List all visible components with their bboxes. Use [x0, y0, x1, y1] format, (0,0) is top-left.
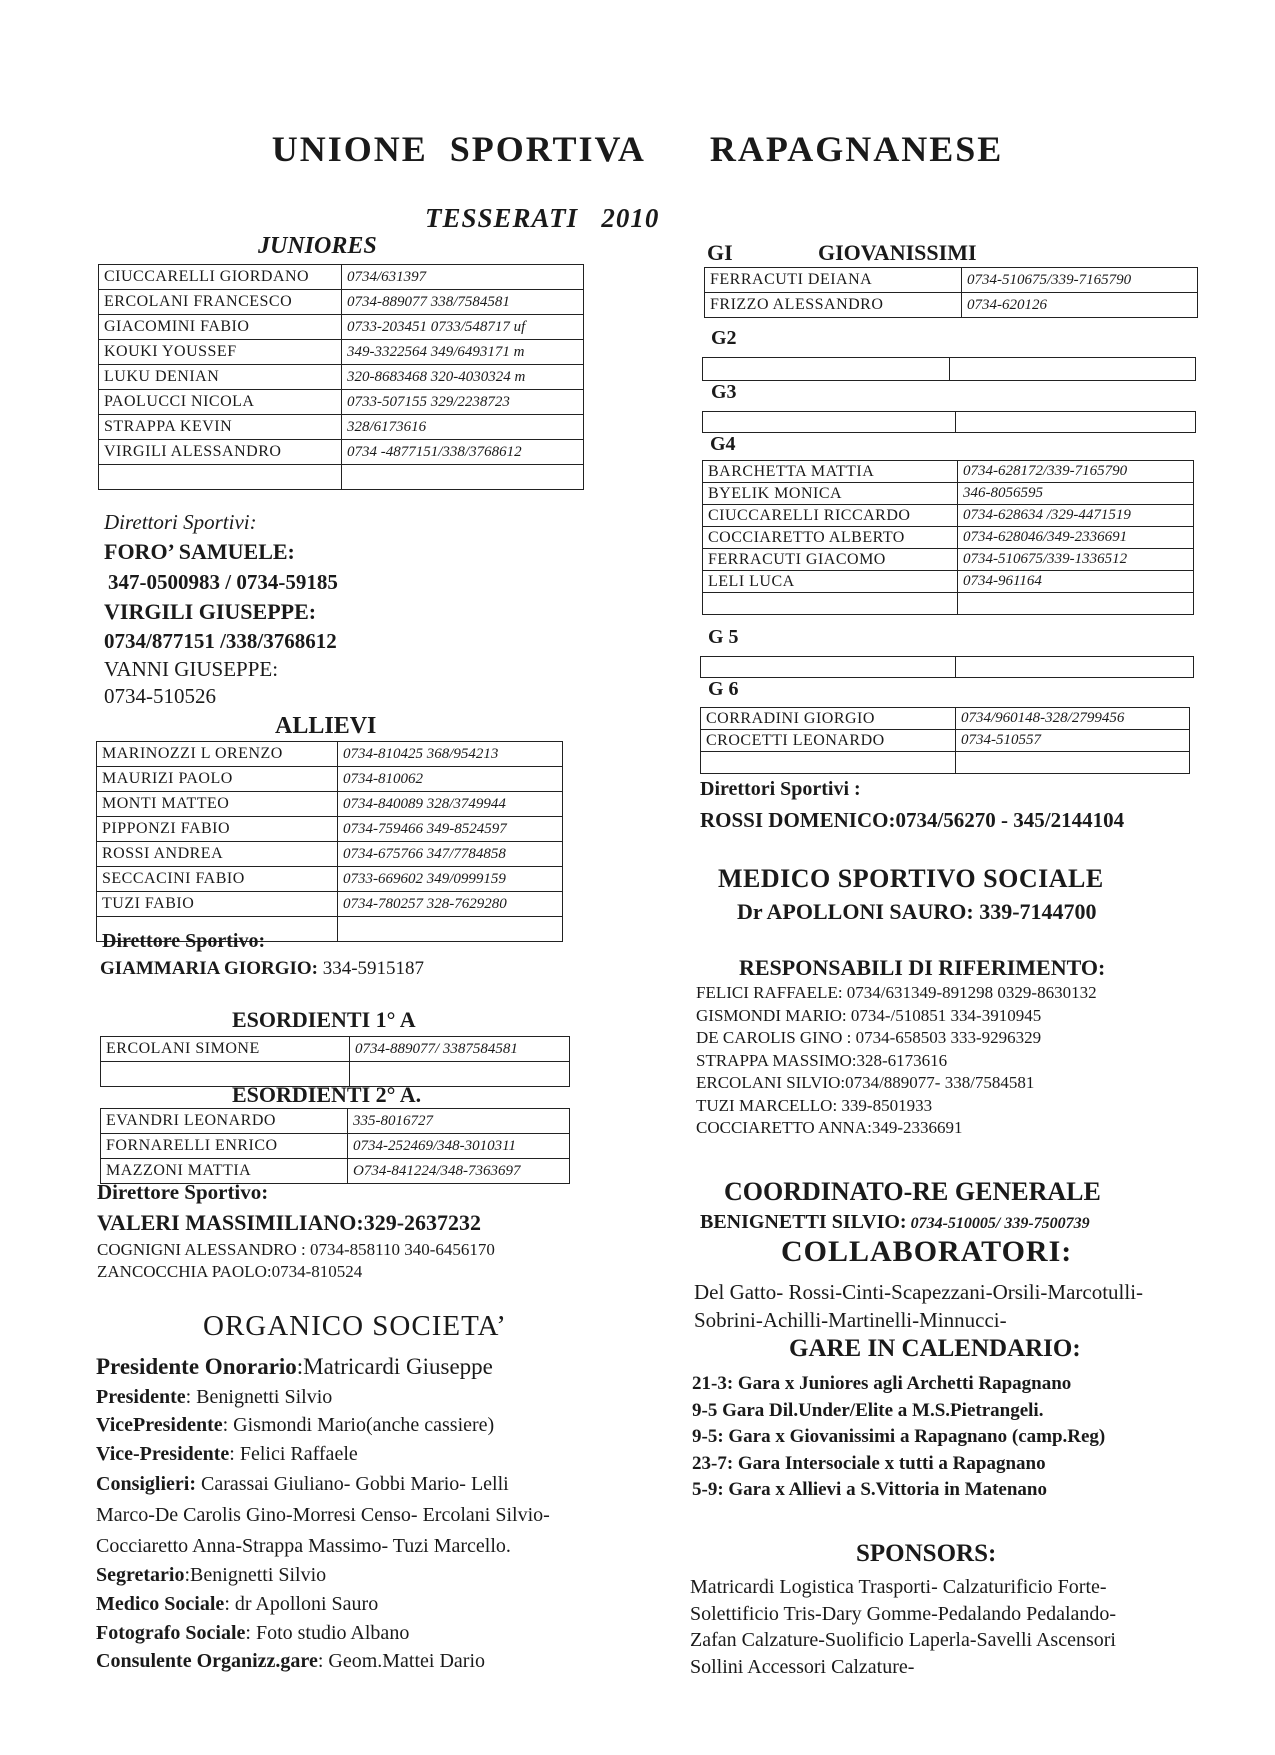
responsabile-line: COCCIARETTO ANNA:349-2336691: [696, 1118, 963, 1137]
g5-label: G 5: [708, 626, 739, 648]
athlete-name: MAURIZI PAOLO: [97, 767, 338, 792]
gara-line: 23-7: Gara Intersociale x tutti a Rapagnano: [692, 1452, 1046, 1474]
esordienti-director-other: COGNIGNI ALESSANDRO : 0734-858110 340-6456170: [97, 1240, 495, 1259]
table-row: [99, 440, 584, 465]
collaboratori-heading: COLLABORATORI:: [781, 1235, 1073, 1268]
table-row: [703, 505, 1194, 527]
g3-table: [702, 411, 1196, 433]
sponsor-line: Sollini Accessori Calzature-: [690, 1655, 915, 1678]
page-title: UNIONE SPORTIVA RAPAGNANESE: [271, 129, 1004, 169]
athlete-phone: 0734-628634 /329-4471519: [958, 505, 1194, 527]
gara-line: 9-5 Gara Dil.Under/Elite a M.S.Pietrangeli.: [692, 1399, 1044, 1421]
role-value: :Benignetti Silvio: [184, 1564, 327, 1586]
athlete-phone: 335-8016727: [348, 1109, 570, 1134]
athlete-phone: 0734-628172/339-7165790: [958, 461, 1194, 483]
collaboratori-line: Sobrini-Achilli-Martinelli-Minnucci-: [694, 1308, 1007, 1332]
athlete-name: MARINOZZI L ORENZO: [97, 742, 338, 767]
athlete-phone: 0734-889077/ 3387584581: [350, 1037, 570, 1062]
athlete-name: GIACOMINI FABIO: [99, 315, 342, 340]
athlete-name: MAZZONI MATTIA: [101, 1159, 348, 1184]
athlete-phone: 0734-510675/339-7165790: [962, 268, 1198, 293]
athlete-name: BARCHETTA MATTIA: [703, 461, 958, 483]
athlete-phone: 0734-628046/349-2336691: [958, 527, 1194, 549]
athlete-name: PIPPONZI FABIO: [97, 817, 338, 842]
organico-line: [96, 1473, 509, 1496]
athlete-phone: 0734-840089 328/3749944: [338, 792, 563, 817]
g2-table: [702, 357, 1196, 381]
director-phone: 0734/877151 /338/3768612: [104, 629, 337, 653]
role-value: : Felici Raffaele: [229, 1443, 358, 1465]
role-value: Carassai Giuliano- Gobbi Mario- Lelli: [196, 1473, 509, 1495]
athlete-phone: [956, 752, 1190, 774]
athlete-name: FORNARELLI ENRICO: [101, 1134, 348, 1159]
table-row: [97, 817, 563, 842]
organico-line: [96, 1414, 494, 1437]
athlete-name: BYELIK MONICA: [703, 483, 958, 505]
organico-line: [96, 1504, 550, 1527]
gara-line: 9-5: Gara x Giovanissimi a Rapagnano (camp.Reg): [692, 1426, 1106, 1447]
role-value: : Geom.Mattei Dario: [317, 1650, 486, 1672]
director-phone: 0734-510526: [104, 684, 216, 708]
table-row: [99, 265, 584, 290]
organico-line: [96, 1386, 332, 1409]
table-row: [703, 483, 1194, 505]
table-row: [703, 571, 1194, 593]
collaboratori-line: Del Gatto- Rossi-Cinti-Scapezzani-Orsili-Marcotulli-: [694, 1280, 1144, 1304]
role-label: VicePresidente: [96, 1414, 223, 1436]
table-row: [99, 415, 584, 440]
director-name: FORO’ SAMUELE:: [104, 539, 295, 564]
coordinatore-name: BENIGNETTI SILVIO:: [700, 1211, 907, 1233]
athlete-name: CORRADINI GIORGIO: [701, 708, 956, 730]
athlete-name: ERCOLANI FRANCESCO: [99, 290, 342, 315]
athlete-name: TUZI FABIO: [97, 892, 338, 917]
director-phone: 347-0500983 / 0734-59185: [108, 570, 338, 594]
giovanissimi-director: ROSSI DOMENICO:0734/56270 - 345/2144104: [700, 808, 1125, 832]
role-label: Presidente Onorario: [96, 1354, 297, 1379]
table-row: [99, 340, 584, 365]
juniores-directors-label: Direttori Sportivi:: [104, 510, 257, 534]
athlete-name: LUKU DENIAN: [99, 365, 342, 390]
table-row: [703, 461, 1194, 483]
table-row: [99, 315, 584, 340]
juniores-table: [98, 264, 584, 490]
athlete-phone: 0733-669602 349/0999159: [338, 867, 563, 892]
director-name: VANNI GIUSEPPE:: [104, 657, 279, 681]
athlete-name: LELI LUCA: [703, 571, 958, 593]
director-name: GIAMMARIA GIORGIO:: [100, 958, 318, 979]
organico-heading: ORGANICO SOCIETA’: [203, 1310, 507, 1342]
athlete-name: COCCIARETTO ALBERTO: [703, 527, 958, 549]
organico-line: [96, 1443, 358, 1466]
table-row: [703, 593, 1194, 615]
organico-line: [96, 1535, 511, 1558]
table-row: [101, 1037, 570, 1062]
gi-code: GI: [707, 240, 733, 265]
g4-table: [702, 460, 1194, 615]
table-row: [99, 290, 584, 315]
esordienti-director-label: Direttore Sportivo:: [97, 1180, 269, 1204]
allievi-director-label: Direttore Sportivo:: [102, 930, 266, 952]
role-label: Presidente: [96, 1386, 186, 1408]
esordienti2-table: [100, 1108, 570, 1184]
athlete-name: ROSSI ANDREA: [97, 842, 338, 867]
g6-table: [700, 707, 1190, 774]
responsabile-line: ERCOLANI SILVIO:0734/889077- 338/7584581: [696, 1073, 1035, 1092]
athlete-phone: 0734-780257 328-7629280: [338, 892, 563, 917]
giovanissimi-directors-label: Direttori Sportivi :: [700, 778, 861, 800]
director-phone: 334-5915187: [322, 958, 425, 979]
table-row: [99, 390, 584, 415]
esordienti-director-main: VALERI MASSIMILIANO:329-2637232: [97, 1210, 482, 1235]
table-row: [99, 365, 584, 390]
athlete-name: [99, 465, 342, 490]
athlete-phone: 0733-507155 329/2238723: [342, 390, 584, 415]
athlete-phone: 0734-810062: [338, 767, 563, 792]
g2-label: G2: [711, 327, 737, 349]
page-subtitle: TESSERATI 2010: [425, 203, 660, 233]
responsabile-line: DE CAROLIS GINO : 0734-658503 333-9296329: [696, 1028, 1042, 1047]
athlete-name: SECCACINI FABIO: [97, 867, 338, 892]
athlete-name: CIUCCARELLI GIORDANO: [99, 265, 342, 290]
athlete-name: MONTI MATTEO: [97, 792, 338, 817]
table-row: [701, 708, 1190, 730]
athlete-phone: 0734-620126: [962, 293, 1198, 318]
responsabili-heading: RESPONSABILI DI RIFERIMENTO:: [739, 955, 1106, 980]
athlete-phone: 349-3322564 349/6493171 m: [342, 340, 584, 365]
role-value: : Foto studio Albano: [245, 1622, 410, 1644]
juniores-heading: JUNIORES: [258, 233, 377, 259]
athlete-phone: 0734-889077 338/7584581: [342, 290, 584, 315]
esordienti1-heading: ESORDIENTI 1° A: [232, 1007, 416, 1032]
table-row: [97, 767, 563, 792]
athlete-phone: 0733-203451 0733/548717 uf: [342, 315, 584, 340]
athlete-name: ERCOLANI SIMONE: [101, 1037, 350, 1062]
table-row: [97, 867, 563, 892]
director-name: VIRGILI GIUSEPPE:: [104, 599, 317, 624]
athlete-name: [703, 593, 958, 615]
athlete-phone: [342, 465, 584, 490]
table-row: [703, 527, 1194, 549]
role-value: : Benignetti Silvio: [185, 1386, 333, 1408]
athlete-name: FERRACUTI GIACOMO: [703, 549, 958, 571]
athlete-phone: 0734-510675/339-1336512: [958, 549, 1194, 571]
table-row: [703, 549, 1194, 571]
athlete-phone: O734-841224/348-7363697: [348, 1159, 570, 1184]
athlete-phone: [338, 917, 563, 942]
role-label: Vice-Presidente: [96, 1443, 230, 1465]
athlete-name: PAOLUCCI NICOLA: [99, 390, 342, 415]
table-row: [101, 1134, 570, 1159]
role-value: Cocciaretto Anna-Strappa Massimo- Tuzi Marcello.: [96, 1535, 511, 1557]
table-row: [101, 1109, 570, 1134]
g3-label: G3: [711, 381, 737, 403]
g4-label: G4: [710, 433, 736, 455]
athlete-name: CROCETTI LEONARDO: [701, 730, 956, 752]
allievi-heading: ALLIEVI: [275, 713, 377, 739]
responsabile-line: STRAPPA MASSIMO:328-6173616: [696, 1050, 948, 1070]
organico-line: [96, 1564, 326, 1587]
responsabile-line: TUZI MARCELLO: 339-8501933: [696, 1095, 933, 1115]
esordienti1-table: [100, 1036, 570, 1087]
sponsors-heading: SPONSORS:: [856, 1540, 997, 1567]
g5-table: [700, 656, 1194, 678]
athlete-phone: 0734/631397: [342, 265, 584, 290]
athlete-name: VIRGILI ALESSANDRO: [99, 440, 342, 465]
gara-line: 5-9: Gara x Allievi a S.Vittoria in Matenano: [692, 1479, 1047, 1500]
athlete-phone: 0734-252469/348-3010311: [348, 1134, 570, 1159]
athlete-phone: [958, 593, 1194, 615]
athlete-phone: 320-8683468 320-4030324 m: [342, 365, 584, 390]
role-value: : dr Apolloni Sauro: [224, 1593, 379, 1615]
coordinatore-phone: 0734-510005/ 339-7500739: [906, 1215, 1090, 1232]
table-row: [705, 293, 1198, 318]
g1-table: [704, 267, 1198, 318]
organico-line: [96, 1650, 485, 1673]
role-value: : Gismondi Mario(anche cassiere): [222, 1414, 495, 1436]
athlete-phone: 0734-759466 349-8524597: [338, 817, 563, 842]
athlete-name: FRIZZO ALESSANDRO: [705, 293, 962, 318]
table-row: [97, 842, 563, 867]
athlete-name: FERRACUTI DEIANA: [705, 268, 962, 293]
table-row: [97, 892, 563, 917]
table-row: [701, 752, 1190, 774]
athlete-phone: 328/6173616: [342, 415, 584, 440]
athlete-name: EVANDRI LEONARDO: [101, 1109, 348, 1134]
medico-line: Dr APOLLONI SAURO: 339-7144700: [737, 899, 1097, 924]
table-row: [701, 730, 1190, 752]
allievi-director: [100, 958, 424, 980]
table-row: [99, 465, 584, 490]
athlete-name: KOUKI YOUSSEF: [99, 340, 342, 365]
esordienti2-heading: ESORDIENTI 2° A.: [232, 1082, 422, 1107]
coordinatore-line: [700, 1211, 1090, 1234]
organico-line: [96, 1354, 493, 1380]
responsabile-line: FELICI RAFFAELE: 0734/631349-891298 0329-8630132: [696, 983, 1097, 1002]
athlete-name: STRAPPA KEVIN: [99, 415, 342, 440]
athlete-phone: 0734/960148-328/2799456: [956, 708, 1190, 730]
role-label: Consiglieri:: [96, 1473, 196, 1495]
role-label: Fotografo Sociale: [96, 1622, 246, 1644]
g6-label: G 6: [708, 678, 739, 700]
athlete-phone: 0734-961164: [958, 571, 1194, 593]
gare-heading: GARE IN CALENDARIO:: [789, 1335, 1081, 1362]
sponsor-line: Zafan Calzature-Suolificio Laperla-Savelli Ascensori: [690, 1629, 1116, 1651]
esordienti-director-other: ZANCOCCHIA PAOLO:0734-810524: [97, 1262, 363, 1281]
organico-line: [96, 1622, 409, 1645]
athlete-name: CIUCCARELLI RICCARDO: [703, 505, 958, 527]
table-row: [97, 792, 563, 817]
coordinatore-heading: COORDINATO-RE GENERALE: [724, 1177, 1101, 1206]
role-label: Medico Sociale: [96, 1593, 225, 1615]
medico-heading: MEDICO SPORTIVO SOCIALE: [718, 864, 1104, 893]
athlete-name: [701, 752, 956, 774]
role-label: Segretario: [96, 1564, 185, 1586]
organico-line: [96, 1593, 378, 1616]
table-row: [97, 742, 563, 767]
sponsor-line: Matricardi Logistica Trasporti- Calzaturificio Forte-: [690, 1576, 1107, 1598]
athlete-phone: 0734-810425 368/954213: [338, 742, 563, 767]
athlete-phone: 0734-510557: [956, 730, 1190, 752]
giovanissimi-heading: GIOVANISSIMI: [818, 240, 977, 265]
allievi-table: [96, 741, 563, 942]
athlete-phone: 0734-675766 347/7784858: [338, 842, 563, 867]
role-label: Consulente Organizz.gare: [96, 1650, 318, 1672]
gara-line: 21-3: Gara x Juniores agli Archetti Rapagnano: [692, 1373, 1072, 1394]
athlete-phone: 0734 -4877151/338/3768612: [342, 440, 584, 465]
role-value: :Matricardi Giuseppe: [296, 1354, 493, 1379]
responsabile-line: GISMONDI MARIO: 0734-/510851 334-3910945: [696, 1005, 1042, 1025]
athlete-phone: 346-8056595: [958, 483, 1194, 505]
role-value: Marco-De Carolis Gino-Morresi Censo- Ercolani Silvio-: [96, 1504, 550, 1526]
table-row: [705, 268, 1198, 293]
sponsor-line: Solettificio Tris-Dary Gomme-Pedalando Pedalando-: [690, 1602, 1117, 1625]
